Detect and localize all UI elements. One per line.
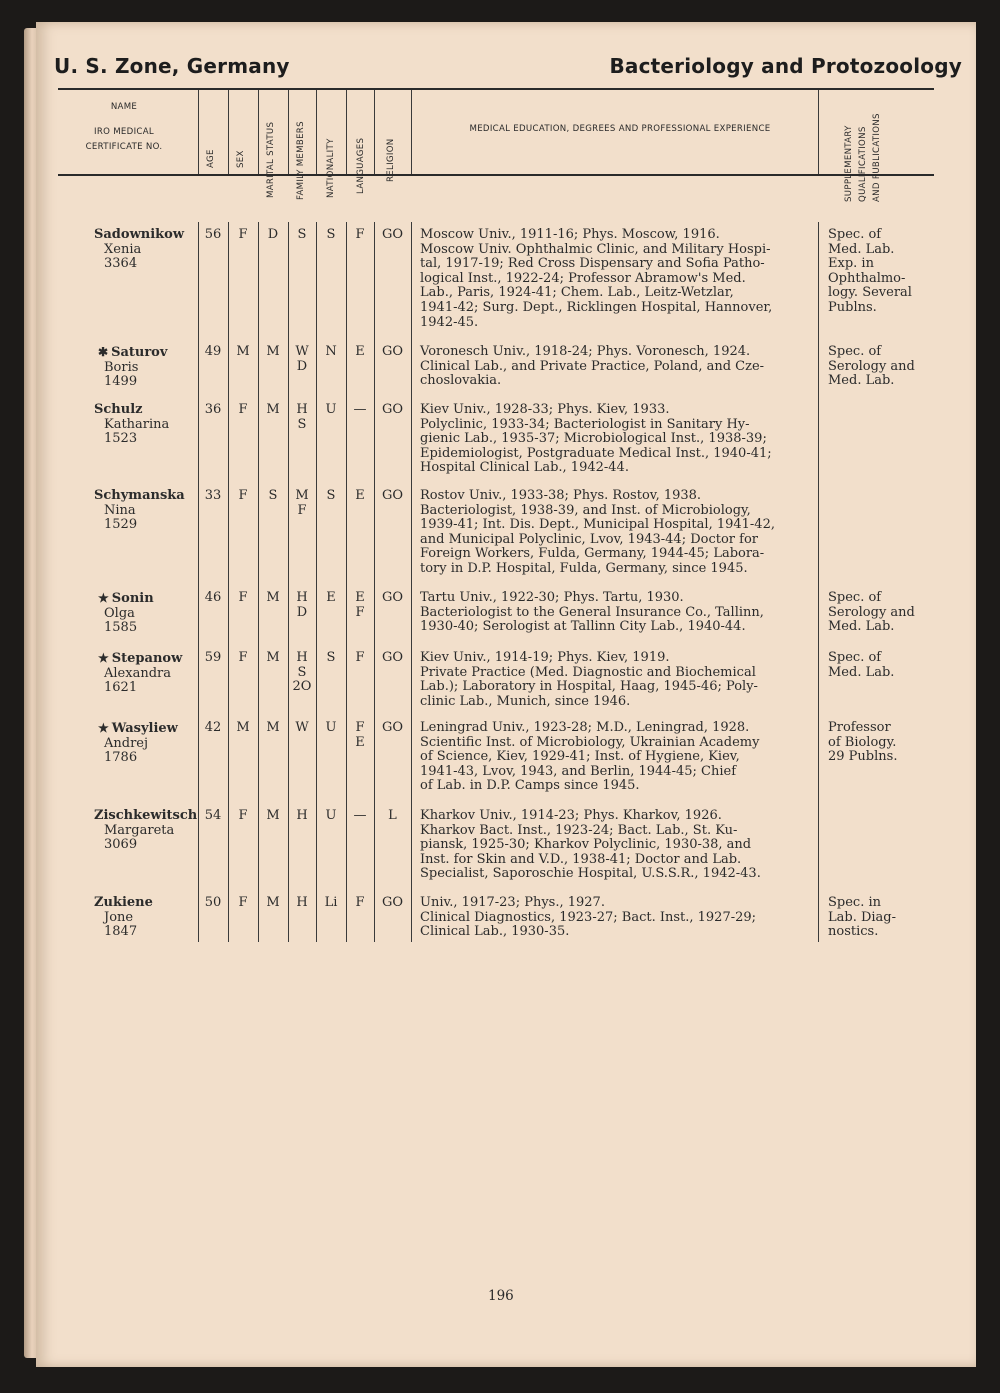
marital-cell	[258, 228, 288, 243]
religion-value: GO	[381, 590, 404, 605]
marital-cell	[258, 721, 288, 736]
languages-cell	[346, 403, 374, 418]
column-header-supp-line3: AND PUBLICATIONS	[872, 113, 882, 202]
family-value: 2O	[292, 679, 312, 695]
marital-cell	[258, 591, 288, 606]
nationality-cell	[316, 489, 346, 504]
family-cell	[288, 651, 316, 695]
family-cell	[288, 896, 316, 911]
medical-experience-line: 1941-43, Lvov, 1943, and Berlin, 1944-45; Chief	[420, 763, 737, 779]
column-divider	[288, 222, 289, 942]
age-value: 33	[204, 488, 222, 503]
family-value: S	[297, 664, 307, 680]
name-cell	[94, 721, 198, 766]
medical-experience-cell	[420, 228, 816, 330]
table-header-rule	[58, 174, 934, 176]
surname: Zukiene	[94, 895, 153, 910]
nationality-value: S	[326, 650, 336, 665]
supplementary-line: Spec. of	[828, 344, 882, 359]
nationality-cell	[316, 651, 346, 666]
name-cell	[94, 345, 198, 390]
name-cell	[94, 809, 198, 853]
supplementary-cell	[828, 228, 932, 316]
marital-cell	[258, 345, 288, 360]
column-header-cert-line: IRO MEDICAL	[94, 127, 154, 137]
column-header-family-members: FAMILY MEMBERS	[296, 121, 306, 200]
sex-cell	[228, 896, 258, 911]
name-cell	[94, 403, 198, 447]
nationality-cell	[316, 345, 346, 360]
nationality-value: N	[325, 344, 337, 359]
family-cell	[288, 345, 316, 374]
column-divider	[316, 222, 317, 942]
family-cell	[288, 591, 316, 620]
supplementary-line: Spec. of	[828, 590, 882, 605]
certificate-number: 3364	[104, 256, 138, 272]
star-icon: ★	[98, 591, 109, 605]
marital-cell	[258, 489, 288, 504]
languages-cell	[346, 489, 374, 504]
religion-value: GO	[381, 344, 404, 359]
supplementary-line: Med. Lab.	[828, 619, 895, 635]
family-cell	[288, 403, 316, 432]
medical-experience-line: Lab., Paris, 1924-41; Chem. Lab., Leitz-Wetzlar,	[420, 285, 734, 301]
medical-experience-line: Bacteriologist, 1938-39, and Inst. of Microbiology,	[420, 502, 751, 518]
medical-experience-line: and Municipal Polyclinic, Lvov, 1943-44; Doctor for	[420, 531, 758, 547]
family-cell	[288, 228, 316, 243]
marital-value: S	[268, 488, 278, 503]
languages-value: E	[355, 344, 365, 359]
header-divider	[374, 90, 375, 174]
sex-value: F	[238, 402, 248, 417]
column-divider	[374, 222, 375, 942]
age-value: 50	[204, 895, 222, 910]
religion-value: GO	[381, 227, 404, 242]
languages-cell	[346, 721, 374, 750]
medical-experience-line: Scientific Inst. of Microbiology, Ukrainian Academy	[420, 734, 760, 750]
medical-experience-line: 1942-45.	[420, 314, 479, 330]
marital-value: D	[267, 227, 279, 242]
surname-line	[94, 403, 198, 418]
table-top-rule	[58, 88, 934, 90]
family-value: D	[296, 604, 308, 620]
supplementary-line: Professor	[828, 720, 891, 735]
languages-value: E	[355, 488, 365, 503]
marital-value: M	[266, 895, 280, 910]
header-divider	[411, 90, 412, 174]
name-cell	[94, 228, 198, 272]
column-header-languages: LANGUAGES	[356, 137, 366, 194]
header-divider	[258, 90, 259, 174]
name-cell	[94, 896, 198, 940]
medical-experience-line: clinic Lab., Munich, since 1946.	[420, 693, 631, 709]
religion-cell	[374, 721, 411, 736]
family-value: D	[296, 358, 308, 374]
languages-value: —	[353, 808, 367, 823]
medical-experience-line: Voronesch Univ., 1918-24; Phys. Voronesch, 1924.	[420, 344, 751, 359]
supplementary-line: Serology and	[828, 358, 915, 374]
supplementary-cell	[828, 345, 932, 389]
supplementary-line: Spec. of	[828, 650, 882, 665]
family-value: H	[296, 808, 308, 823]
family-value: H	[296, 402, 308, 417]
header-divider	[316, 90, 317, 174]
given-name: Olga	[104, 605, 135, 621]
given-name: Andrej	[104, 735, 149, 751]
supplementary-line: Publns.	[828, 299, 877, 315]
medical-experience-line: Kiev Univ., 1914-19; Phys. Kiev, 1919.	[420, 650, 670, 665]
family-value: W	[295, 344, 309, 359]
medical-experience-line: logical Inst., 1922-24; Professor Abramow's Med.	[420, 270, 746, 286]
languages-value: F	[355, 227, 365, 242]
medical-experience-line: Kharkov Univ., 1914-23; Phys. Kharkov, 1926.	[420, 808, 722, 823]
medical-experience-line: Foreign Workers, Fulda, Germany, 1944-45; Labora-	[420, 546, 765, 562]
column-header-name-line: NAME	[110, 102, 138, 112]
medical-experience-line: Moscow Univ., 1911-16; Phys. Moscow, 1916.	[420, 227, 720, 242]
medical-experience-line: Kiev Univ., 1928-33; Phys. Kiev, 1933.	[420, 402, 670, 417]
religion-cell	[374, 591, 411, 606]
supplementary-cell	[828, 721, 932, 765]
medical-experience-line: 1930-40; Serologist at Tallinn City Lab., 1940-44.	[420, 619, 746, 635]
column-divider	[346, 222, 347, 942]
marital-value: M	[266, 808, 280, 823]
languages-value: E	[355, 590, 365, 605]
nationality-value: S	[326, 488, 336, 503]
supplementary-line: Med. Lab.	[828, 241, 895, 257]
religion-cell	[374, 896, 411, 911]
nationality-value: Li	[324, 895, 338, 910]
supplementary-line: logy. Several	[828, 285, 912, 301]
column-header-supp-line2: QUALIFICATIONS	[858, 126, 868, 202]
age-cell	[198, 651, 228, 666]
given-name: Jone	[104, 909, 134, 925]
given-name: Boris	[104, 359, 139, 375]
religion-cell	[374, 403, 411, 418]
age-value: 46	[204, 590, 222, 605]
languages-cell	[346, 228, 374, 243]
family-cell	[288, 721, 316, 736]
running-header-right: Bacteriology and Protozoology	[609, 54, 962, 78]
supplementary-line: Med. Lab.	[828, 373, 895, 389]
surname: Saturov	[111, 345, 168, 360]
sex-cell	[228, 809, 258, 824]
medical-experience-cell	[420, 809, 816, 882]
medical-experience-line: 1941-42; Surg. Dept., Ricklingen Hospital, Hannover,	[420, 299, 773, 315]
header-divider	[198, 90, 199, 174]
family-cell	[288, 489, 316, 518]
supplementary-line: 29 Publns.	[828, 749, 898, 765]
sex-value: F	[238, 227, 248, 242]
name-cell	[94, 591, 198, 636]
age-cell	[198, 228, 228, 243]
supplementary-cell	[828, 591, 932, 635]
nationality-cell	[316, 228, 346, 243]
column-divider	[198, 222, 199, 942]
medical-experience-line: Leningrad Univ., 1923-28; M.D., Leningrad, 1928.	[420, 720, 750, 735]
medical-experience-cell	[420, 896, 816, 940]
column-header-marital-status: MARITAL STATUS	[266, 121, 276, 198]
header-divider	[818, 90, 819, 174]
medical-experience-line: gienic Lab., 1935-37; Microbiological Inst., 1938-39;	[420, 431, 767, 447]
medical-experience-line: Clinical Lab., 1930-35.	[420, 924, 570, 940]
sex-value: M	[236, 344, 250, 359]
sex-value: M	[236, 720, 250, 735]
column-header-medical-education: MEDICAL EDUCATION, DEGREES AND PROFESSIONAL EXPERIENCE	[469, 124, 771, 134]
religion-cell	[374, 809, 411, 824]
given-name: Xenia	[104, 241, 142, 257]
languages-cell	[346, 345, 374, 360]
family-value: H	[296, 590, 308, 605]
certificate-number: 1847	[104, 924, 138, 940]
star-icon: ✱	[98, 345, 109, 359]
nationality-cell	[316, 721, 346, 736]
supplementary-line: Lab. Diag-	[828, 909, 897, 925]
supplementary-line: Serology and	[828, 604, 915, 620]
column-header-name	[62, 100, 186, 155]
languages-value: F	[355, 650, 365, 665]
certificate-number: 1523	[104, 431, 138, 447]
sex-cell	[228, 489, 258, 504]
family-value: H	[296, 650, 308, 665]
surname: Wasyliew	[111, 721, 178, 736]
nationality-value: E	[326, 590, 336, 605]
nationality-value: U	[325, 402, 337, 417]
column-header-cert-line: CERTIFICATE NO.	[85, 142, 163, 152]
religion-cell	[374, 489, 411, 504]
star-icon: ★	[98, 651, 109, 665]
age-cell	[198, 809, 228, 824]
medical-experience-line: Hospital Clinical Lab., 1942-44.	[420, 460, 629, 476]
medical-experience-cell	[420, 721, 816, 794]
religion-value: GO	[381, 650, 404, 665]
nationality-cell	[316, 809, 346, 824]
supplementary-line: Spec. in	[828, 895, 881, 910]
sex-cell	[228, 651, 258, 666]
surname-line	[98, 651, 198, 667]
supplementary-line: Med. Lab.	[828, 664, 895, 680]
medical-experience-line: Rostov Univ., 1933-38; Phys. Rostov, 1938.	[420, 488, 702, 503]
column-divider	[411, 222, 412, 942]
column-header-age: AGE	[206, 149, 216, 168]
medical-experience-cell	[420, 489, 816, 577]
languages-cell	[346, 651, 374, 666]
medical-experience-line: Bacteriologist to the General Insurance Co., Tallinn,	[420, 604, 764, 620]
languages-value: F	[355, 604, 365, 620]
medical-experience-line: Private Practice (Med. Diagnostic and Biochemical	[420, 664, 756, 680]
medical-experience-line: Moscow Univ. Ophthalmic Clinic, and Military Hospi-	[420, 241, 771, 257]
column-divider	[228, 222, 229, 942]
surname: Schymanska	[94, 488, 185, 503]
medical-experience-line: Specialist, Saporoschie Hospital, U.S.S.R., 1942-43.	[420, 866, 761, 882]
marital-value: M	[266, 402, 280, 417]
languages-value: F	[355, 720, 365, 735]
religion-value: GO	[381, 488, 404, 503]
languages-cell	[346, 896, 374, 911]
religion-value: GO	[381, 720, 404, 735]
religion-value: GO	[381, 402, 404, 417]
sex-value: F	[238, 590, 248, 605]
column-header-religion: RELIGION	[386, 138, 396, 182]
family-cell	[288, 809, 316, 824]
family-value: M	[295, 488, 309, 503]
marital-value: M	[266, 720, 280, 735]
marital-value: M	[266, 344, 280, 359]
surname: Zischkewitsch	[94, 808, 198, 823]
age-value: 36	[204, 402, 222, 417]
supplementary-cell	[828, 651, 932, 680]
religion-value: GO	[381, 895, 404, 910]
header-divider	[288, 90, 289, 174]
languages-cell	[346, 809, 374, 824]
supplementary-line: Spec. of	[828, 227, 882, 242]
nationality-cell	[316, 403, 346, 418]
age-value: 54	[204, 808, 222, 823]
medical-experience-line: Epidemiologist, Postgraduate Medical Inst., 1940-41;	[420, 445, 772, 461]
medical-experience-line: choslovakia.	[420, 373, 502, 389]
sex-value: F	[238, 650, 248, 665]
family-value: F	[297, 502, 307, 518]
surname: Schulz	[94, 402, 143, 417]
family-value: S	[297, 227, 307, 242]
family-value: H	[296, 895, 308, 910]
surname-line	[94, 228, 198, 243]
medical-experience-line: Clinical Lab., and Private Practice, Poland, and Cze-	[420, 358, 765, 374]
column-divider	[818, 222, 819, 942]
marital-value: M	[266, 590, 280, 605]
age-value: 59	[204, 650, 222, 665]
supplementary-cell	[828, 896, 932, 940]
surname-line	[98, 721, 198, 737]
certificate-number: 3069	[104, 837, 138, 853]
medical-experience-cell	[420, 403, 816, 476]
marital-value: M	[266, 650, 280, 665]
name-cell	[94, 651, 198, 696]
nationality-value: U	[325, 720, 337, 735]
medical-experience-cell	[420, 591, 816, 635]
medical-experience-line: tal, 1917-19; Red Cross Dispensary and Sofia Patho-	[420, 256, 765, 272]
given-name: Margareta	[104, 822, 175, 838]
right-border	[976, 0, 1000, 1393]
religion-value: L	[388, 808, 397, 823]
column-header-nationality: NATIONALITY	[326, 138, 336, 198]
supplementary-line: Ophthalmo-	[828, 270, 906, 286]
certificate-number: 1786	[104, 750, 138, 766]
surname-line	[94, 809, 198, 824]
given-name: Nina	[104, 502, 136, 518]
supplementary-line: nostics.	[828, 924, 879, 940]
marital-cell	[258, 896, 288, 911]
column-header-supp-line1: SUPPLEMENTARY	[844, 125, 854, 202]
surname-line	[98, 345, 198, 361]
surname: Sonin	[111, 591, 154, 606]
certificate-number: 1585	[104, 620, 138, 636]
age-cell	[198, 591, 228, 606]
medical-experience-line: of Science, Kiev, 1929-41; Inst. of Hygiene, Kiev,	[420, 749, 740, 765]
sex-cell	[228, 591, 258, 606]
marital-cell	[258, 651, 288, 666]
certificate-number: 1499	[104, 374, 138, 390]
certificate-number: 1529	[104, 517, 138, 533]
medical-experience-line: Clinical Diagnostics, 1923-27; Bact. Inst., 1927-29;	[420, 909, 757, 925]
medical-experience-line: Lab.); Laboratory in Hospital, Haag, 1945-46; Poly-	[420, 679, 758, 695]
age-value: 49	[204, 344, 222, 359]
marital-cell	[258, 403, 288, 418]
medical-experience-cell	[420, 345, 816, 389]
header-divider	[228, 90, 229, 174]
sex-cell	[228, 345, 258, 360]
medical-experience-line: Univ., 1917-23; Phys., 1927.	[420, 895, 605, 910]
medical-experience-line: 1939-41; Int. Dis. Dept., Municipal Hospital, 1941-42,	[420, 517, 775, 533]
surname-line	[94, 489, 198, 504]
given-name: Katharina	[104, 416, 170, 432]
languages-value: E	[355, 734, 365, 750]
surname-line	[98, 591, 198, 607]
medical-experience-line: piansk, 1925-30; Kharkov Polyclinic, 1930-38, and	[420, 837, 752, 853]
age-cell	[198, 403, 228, 418]
medical-experience-cell	[420, 651, 816, 709]
family-value: W	[295, 720, 309, 735]
column-divider	[258, 222, 259, 942]
religion-cell	[374, 228, 411, 243]
languages-cell	[346, 591, 374, 620]
header-divider	[346, 90, 347, 174]
religion-cell	[374, 345, 411, 360]
surname: Stepanow	[111, 651, 183, 666]
medical-experience-line: Inst. for Skin and V.D., 1938-41; Doctor and Lab.	[420, 851, 742, 867]
family-value: S	[297, 416, 307, 432]
nationality-value: U	[325, 808, 337, 823]
marital-cell	[258, 809, 288, 824]
sex-value: F	[238, 488, 248, 503]
supplementary-line: Exp. in	[828, 256, 874, 272]
medical-experience-line: Polyclinic, 1933-34; Bacteriologist in Sanitary Hy-	[420, 416, 750, 432]
sex-value: F	[238, 808, 248, 823]
given-name: Alexandra	[104, 665, 171, 681]
name-cell	[94, 489, 198, 533]
sex-cell	[228, 403, 258, 418]
sex-value: F	[238, 895, 248, 910]
surname-line	[94, 896, 198, 911]
age-cell	[198, 896, 228, 911]
nationality-value: S	[326, 227, 336, 242]
star-icon: ★	[98, 721, 109, 735]
languages-value: F	[355, 895, 365, 910]
column-header-sex: SEX	[236, 150, 246, 168]
sex-cell	[228, 721, 258, 736]
medical-experience-line: of Lab. in D.P. Camps since 1945.	[420, 778, 640, 794]
certificate-number: 1621	[104, 680, 138, 696]
age-cell	[198, 345, 228, 360]
age-cell	[198, 489, 228, 504]
age-value: 56	[204, 227, 222, 242]
medical-experience-line: Kharkov Bact. Inst., 1923-24; Bact. Lab., St. Ku-	[420, 822, 738, 838]
religion-cell	[374, 651, 411, 666]
age-value: 42	[204, 720, 222, 735]
nationality-cell	[316, 896, 346, 911]
medical-experience-line: tory in D.P. Hospital, Fulda, Germany, since 1945.	[420, 560, 748, 576]
age-cell	[198, 721, 228, 736]
languages-value: —	[353, 402, 367, 417]
nationality-cell	[316, 591, 346, 606]
running-header-left: U. S. Zone, Germany	[54, 54, 290, 78]
supplementary-line: of Biology.	[828, 734, 897, 750]
surname: Sadownikow	[94, 227, 185, 242]
sex-cell	[228, 228, 258, 243]
page-number: 196	[488, 1288, 514, 1304]
medical-experience-line: Tartu Univ., 1922-30; Phys. Tartu, 1930.	[420, 590, 684, 605]
